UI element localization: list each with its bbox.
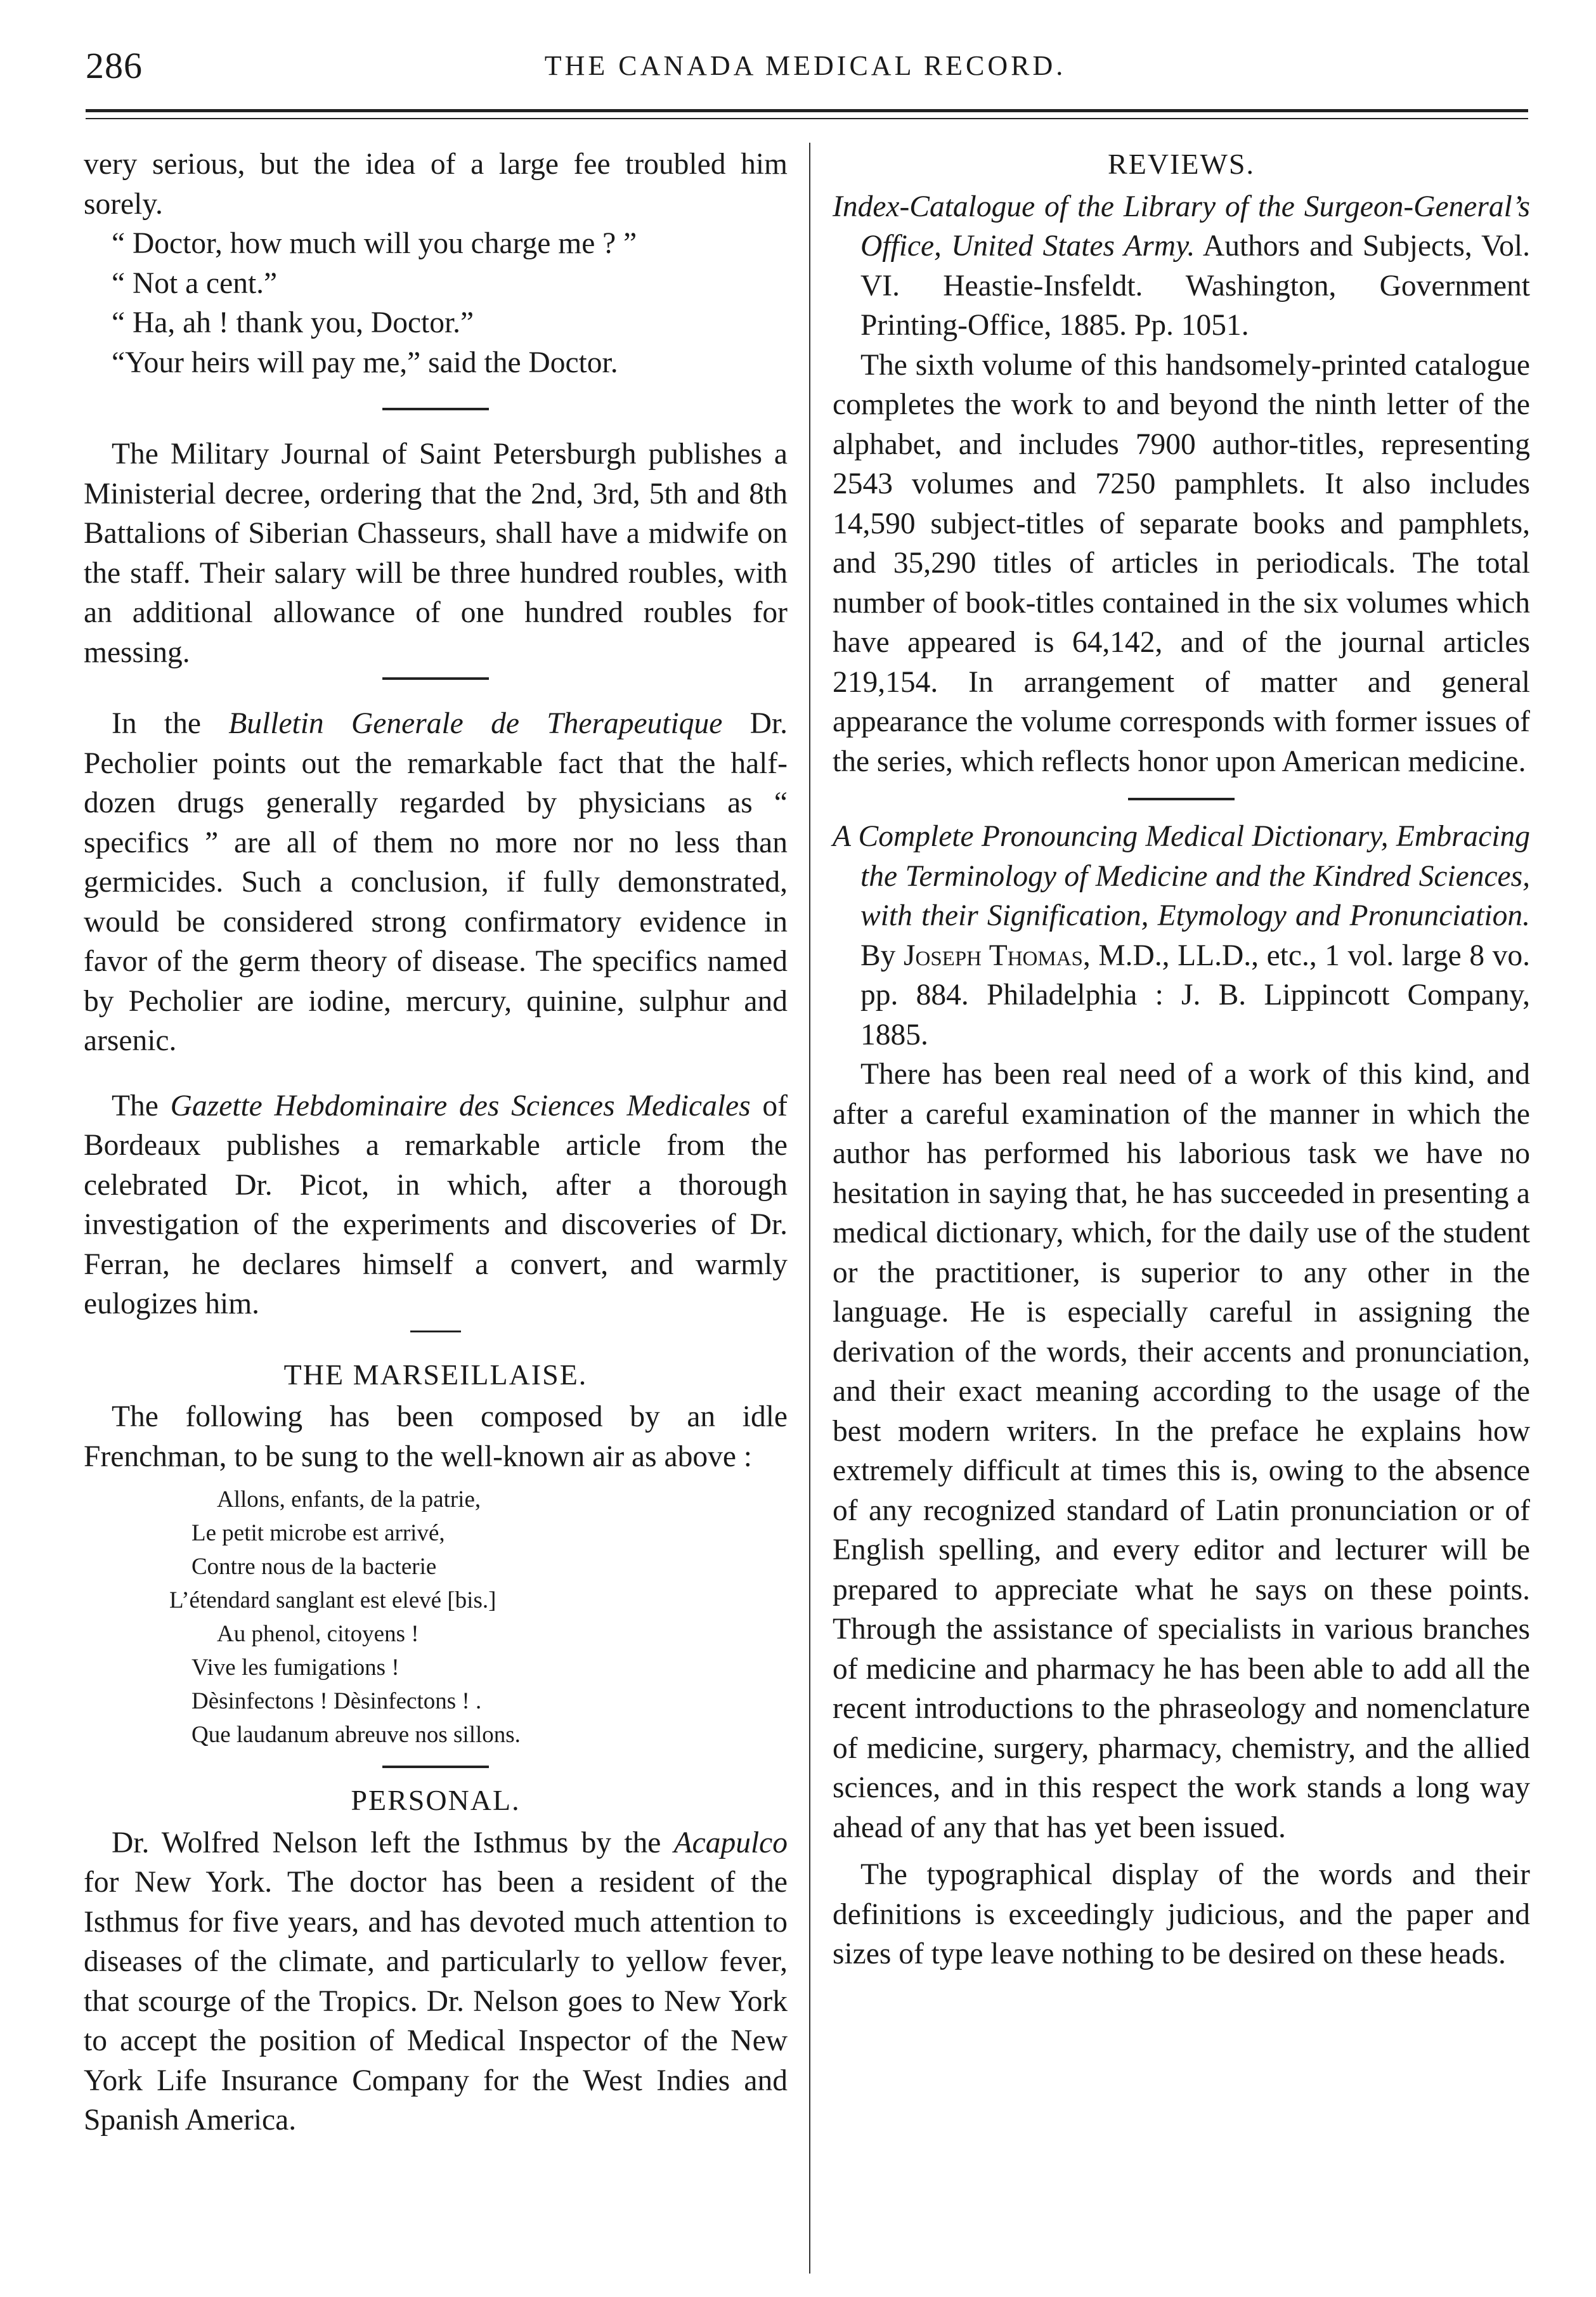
section-separator	[382, 408, 489, 410]
author-name: Joseph Thomas	[904, 939, 1083, 972]
ship-name: Acapulco	[673, 1826, 788, 1859]
header-rule-thin	[86, 118, 1528, 119]
marseillaise-intro: The following has been composed by an idle Frenchman, to be sung to the well-known air as above :	[84, 1400, 788, 1473]
dialogue-line: “ Doctor, how much will you charge me ? ”	[112, 227, 637, 260]
review-citation: A Complete Pronouncing Medical Dictionary, Embracing the Terminology of Medicine and the Kindred Sciences, with their Signification, Etymology and Pronunciation. By Joseph Thomas, M.D., LL.D., etc., 1 vol. large 8 vo. pp. 884. Philadelphia : J. B. Lippincott Company, 1885.	[833, 820, 1530, 1051]
section-heading: PERSONAL.	[351, 1784, 521, 1816]
page-header	[86, 44, 1525, 89]
poem-line: Dèsinfectons ! Dèsinfectons ! .	[191, 1688, 482, 1714]
book-title: A Complete Pronouncing Medical Dictionary, Embracing the Terminology of Medicine and the Kindred Sciences, with their Signification, Etymology and Pronunciation.	[833, 820, 1530, 932]
poem-line: L’étendard sanglant est elevé [bis.]	[169, 1587, 496, 1613]
journal-title: Gazette Hebdominaire des Sciences Medicales	[170, 1089, 751, 1122]
gazette-paragraph: The Gazette Hebdominaire des Sciences Medicales of Bordeaux publishes a remarkable article from the celebrated Dr. Picot, in which, after a thorough investigation of the experiments and discoveries of Dr. Ferran, he declares himself a convert, and warmly eulogizes him.	[84, 1089, 788, 1320]
anecdote-continuation: very serious, but the idea of a large fee troubled him sorely.	[84, 148, 788, 221]
poem-line: Au phenol, citoyens !	[217, 1621, 419, 1647]
section-heading: THE MARSEILLAISE.	[283, 1358, 588, 1391]
section-separator	[1128, 798, 1235, 800]
poem-line: Contre nous de la bacterie	[191, 1554, 437, 1580]
dialogue-line: “ Not a cent.”	[112, 266, 278, 300]
poem-line: Allons, enfants, de la patrie,	[217, 1487, 481, 1513]
review-body: There has been real need of a work of this kind, and after a careful examination of the manner in which the author has performed his laborious task we have no hesitation in saying that, he has succeeded in presenting a medical dictionary, which, for the daily use of the student or the practitioner, is superior to any other in the language. He is especially careful in assigning the derivation of the words, their accents and pronunciation, and their exact meaning according to the usage of the best modern writers. In the preface he explains how extremely difficult at times this is, owing to the absence of any recognized standard of Latin pronunciation or of English spelling, and every editor and lecturer will be prepared to appreciate what he says on these points. Through the assistance of specialists in various branches of medicine and pharmacy he has been able to add all the recent introductions to the phraseology and nomenclature of medicine, surgery, pharmacy, chemistry, and the allied sciences, and in this respect the work stands a long way ahead of any that has yet been issued.	[833, 1058, 1530, 1844]
right-column	[833, 145, 1530, 1974]
poem-line: Que laudanum abreuve nos sillons.	[191, 1722, 521, 1748]
poem	[84, 1483, 788, 1752]
section-heading: REVIEWS.	[1108, 148, 1255, 180]
review-body: The typographical display of the words and their definitions is exceedingly judicious, and the paper and sizes of type leave nothing to be desired on these heads.	[833, 1858, 1530, 1970]
left-column	[84, 145, 788, 2140]
military-journal-paragraph: The Military Journal of Saint Petersburgh publishes a Ministerial decree, ordering that the 2nd, 3rd, 5th and 8th Battalions of Siberian Chasseurs, shall have a midwife on the staff. Their salary will be three hundred roubles, with an additional allowance of one hundred roubles for messing.	[84, 438, 788, 669]
page-number: 286	[86, 45, 143, 86]
poem-line: Vive les fumigations !	[191, 1655, 399, 1681]
review-body: The sixth volume of this handsomely-printed catalogue completes the work to and beyond the ninth letter of the alphabet, and includes 7900 author-titles, representing 2543 volumes and 7250 pamphlets. It also includes 14,590 subject-titles of separate books and pamphlets, and 35,290 titles of articles in periodicals. The total number of book-titles contained in the six volumes which have appeared is 64,142, and of the journal articles 219,154. In arrangement of matter and general appearance the volume corresponds with former issues of the series, which reflects honor upon American medicine.	[833, 348, 1530, 778]
running-title: THE CANADA MEDICAL RECORD.	[544, 50, 1067, 81]
review-citation: Index-Catalogue of the Library of the Surgeon-General’s Office, United States Army. Authors and Subjects, Vol. VI. Heastie-Insfeldt. Washington, Government Printing-Office, 1885. Pp. 1051.	[833, 190, 1530, 342]
personal-paragraph: Dr. Wolfred Nelson left the Isthmus by the Acapulco for New York. The doctor has been a resident of the Isthmus for five years, and has devoted much attention to diseases of the climate, and particularly to yellow fever, that scourge of the Tropics. Dr. Nelson goes to New York to accept the position of Medical Inspector of the New York Life Insurance Company for the West Indies and Spanish America.	[84, 1826, 788, 2137]
section-separator	[382, 677, 489, 680]
poem-line: Le petit microbe est arrivé,	[191, 1520, 445, 1546]
journal-title: Bulletin Generale de Therapeutique	[228, 707, 723, 740]
section-separator	[382, 1766, 489, 1768]
book-title: Index-Catalogue of the Library of the Surgeon-General’s Office, United States Army.	[833, 190, 1530, 263]
dialogue-line: “Your heirs will pay me,” said the Doctor.	[112, 346, 618, 379]
spacer	[84, 1061, 788, 1086]
header-rule	[86, 109, 1528, 112]
bulletin-paragraph: In the Bulletin Generale de Therapeutique Dr. Pecholier points out the remarkable fact that the half-dozen drugs generally regarded by physicians as “ specifics ” are all of them no more nor no less than germicides. Such a conclusion, if fully demonstrated, would be considered strong confirmatory evidence in favor of the germ theory of disease. The specifics named by Pecholier are iodine, mercury, quinine, sulphur and arsenic.	[84, 707, 788, 1057]
column-divider	[809, 143, 810, 2274]
section-separator	[410, 1331, 461, 1332]
dialogue-line: “ Ha, ah ! thank you, Doctor.”	[112, 306, 474, 339]
